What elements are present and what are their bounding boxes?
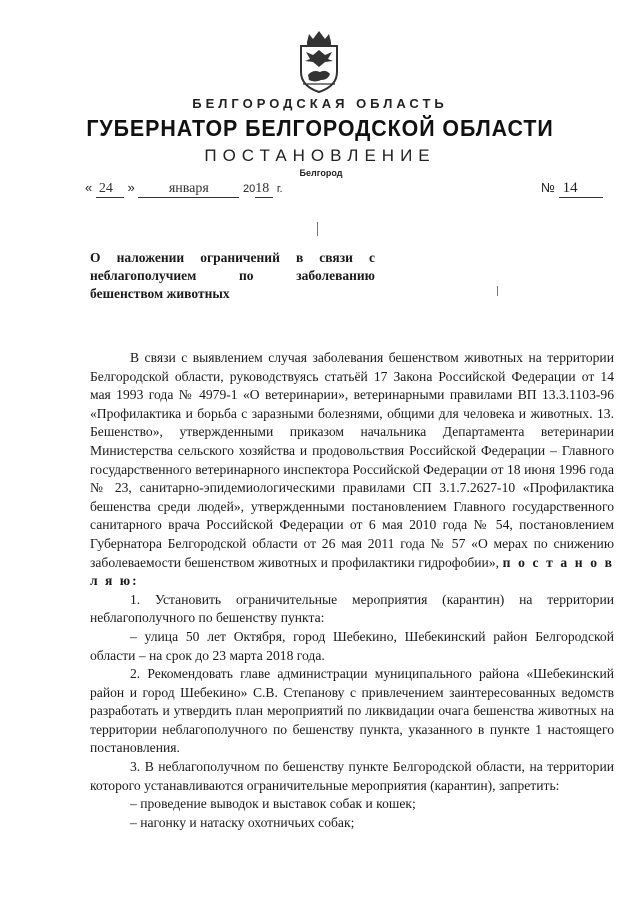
date-year-prefix: 20 <box>242 183 256 195</box>
item-3-ban-b: – нагонку и натаску охотничьих собак; <box>130 814 355 830</box>
date-open-quote: « <box>85 180 93 195</box>
issue-city: Белгород <box>299 168 343 178</box>
date-year-unit: г. <box>276 183 283 195</box>
decree-word: п о с т а н о в л я ю: <box>90 554 614 589</box>
item-1: 1. Установить ограничительные мероприятия (карантин) на территории неблагополучного по бешенству пункта: <box>90 591 614 626</box>
date-year-suffix: 18 <box>255 181 273 198</box>
number-label: № <box>541 180 555 195</box>
scan-mark <box>317 222 318 236</box>
subject-line: неблагополучием по заболеванию <box>90 268 375 283</box>
issue-date <box>85 180 283 198</box>
date-close-quote: » <box>127 180 135 195</box>
date-day: 24 <box>96 181 124 198</box>
document-type: ПОСТАНОВЛЕНИЕ <box>204 146 436 165</box>
region-name: БЕЛГОРОДСКАЯ ОБЛАСТЬ <box>192 96 448 111</box>
document-number <box>541 180 603 198</box>
item-3-ban-a: – проведение выводок и выставок собак и кошек; <box>130 796 416 812</box>
item-2: 2. Рекомендовать главе администрации муниципального района «Шебекинский район и город Шебекино» С.В. Степанову с привлечением заинтересованных ведомств разработать и утвердить план мероприятий по ликвидации очага бешенства животных на территории неблагополучного по бешенству пункта, указанного в пункте 1 настоящего постановления. <box>90 666 614 756</box>
subject-line: О наложении ограничений в связи с <box>90 250 375 265</box>
item-3: 3. В неблагополучном по бешенству пункте Белгородской области, на территории которого устанавливаются ограничительные мероприятия (карантин), запретить: <box>90 759 614 793</box>
scan-mark <box>497 286 498 296</box>
number-value: 14 <box>559 180 603 198</box>
preamble-text: В связи с выявлением случая заболевания бешенством животных на территории Белгородской области, руководствуясь статьёй 17 Закона Российской Федерации от 14 мая 1993 года № 4979-1 «О ветеринарии», ветеринарными правилами ВП 13.3.1103-96 «Профилактика и борьба с заразными болезнями, общими для человека и животных. 13. Бешенство», утвержденными приказом начальника Департамента ветеринарии Министерства сельского хозяйства и продовольствия Российской Федерации – Главного государственного ветеринарного инспектора Российской Федерации от 18 июня 1996 года № 23, санитарно-эпидемиологическими правилами СП 3.1.7.2627-10 «Профилактика бешенства среди людей», утвержденными постановлением Главного государственного санитарного врача Российской Федерации от 6 мая 2010 года № 54, постановлением Губернатора Белгородской области от 26 мая 2011 года № 57 «О мерах по снижению заболеваемости бешенством животных и профилактики гидрофобии», <box>90 350 614 570</box>
subject-line: бешенством животных <box>90 286 230 301</box>
preamble-paragraph <box>90 349 614 591</box>
coat-of-arms-icon <box>293 28 345 94</box>
item-1-address: – улица 50 лет Октября, город Шебекино, Шебекинский район Белгородской области – на срок до 23 марта 2018 года. <box>90 628 614 663</box>
document-body <box>90 349 614 832</box>
document-subject <box>90 249 375 303</box>
date-month: января <box>138 181 239 198</box>
issuer-title: ГУБЕРНАТОР БЕЛГОРОДСКОЙ ОБЛАСТИ <box>86 115 554 141</box>
